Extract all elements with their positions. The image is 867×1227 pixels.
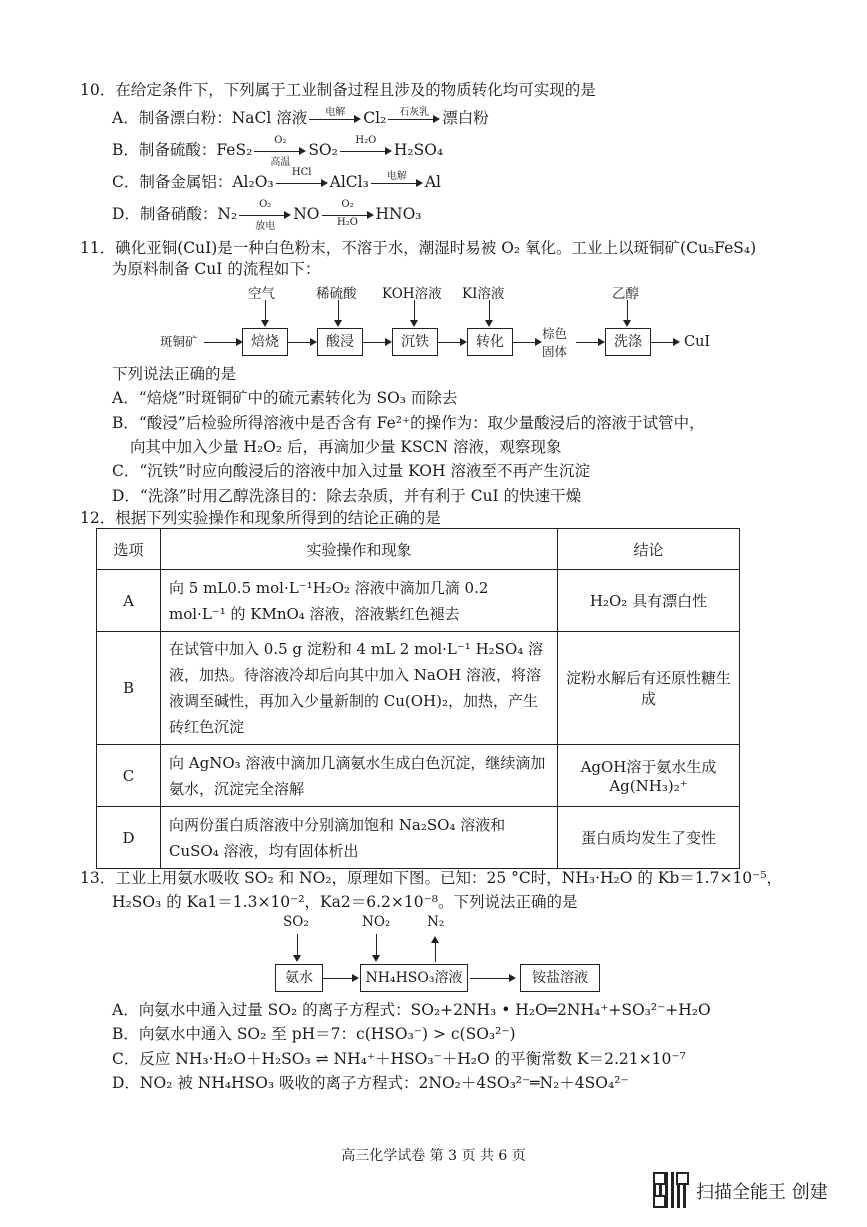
row-option: A — [97, 570, 161, 632]
flow-input-5: 乙醇 — [612, 286, 639, 302]
diagram-box-ammonium-salt: 铵盐溶液 — [520, 964, 600, 992]
q11-option-d: D．“洗涤”时用乙醇洗涤目的：除去杂质，并有利于 CuI 的快速干燥 — [112, 487, 582, 505]
row-option: B — [97, 632, 161, 745]
q13-option-d: D．NO₂ 被 NH₄HSO₃ 吸收的离子方程式：2NO₂＋4SO₃²⁻═N₂＋4SO₄²⁻ — [112, 1074, 629, 1092]
q10-d-end: HNO₃ — [375, 205, 422, 223]
flow-input-2: 稀硫酸 — [316, 286, 357, 302]
arrow-icon: 石灰乳 — [388, 109, 440, 129]
q10-option-a — [112, 106, 489, 129]
header-operation: 实验操作和现象 — [161, 529, 558, 570]
q13-stem-line1: 13．工业上用氨水吸收 SO₂ 和 NO₂，原理如下图。已知：25 °C时，NH₃·H₂O 的 Kb＝1.7×10⁻⁵， — [80, 869, 783, 887]
page-footer: 高三化学试卷 第 3 页 共 6 页 — [341, 1148, 526, 1164]
flow-mid-1: 棕色 — [542, 326, 568, 341]
q11-ask: 下列说法正确的是 — [112, 365, 237, 383]
row-option: D — [97, 807, 161, 869]
q11-option-b-line1: B．“酸浸”后检验所得溶液中是否含有 Fe²⁺的操作为：取少量酸浸后的溶液于试管中， — [112, 414, 705, 432]
table-row — [97, 807, 740, 869]
flow-input-1: 空气 — [248, 286, 275, 302]
diagram-box-ammonia: 氨水 — [275, 964, 323, 992]
q10-a-prefix: A．制备漂白粉：NaCl 溶液 — [112, 109, 308, 127]
arrow-icon: O₂ 放电 — [239, 205, 291, 225]
q11-stem-line1: 11．碘化亚铜(CuI)是一种白色粉末，不溶于水，潮湿时易被 O₂ 氧化。工业上以斑铜矿(Cu₅FeS₄) — [80, 239, 757, 257]
flow-step-1: 焙烧 — [242, 328, 288, 356]
row-conclusion: 淀粉水解后有还原性糖生成 — [558, 632, 740, 745]
q11-option-b-line2: 向其中加入少量 H₂O₂ 后，再滴加少量 KSCN 溶液，观察现象 — [130, 438, 562, 456]
flow-step-5: 洗涤 — [605, 328, 651, 356]
flow-end: CuI — [684, 334, 711, 350]
header-conclusion: 结论 — [558, 529, 740, 570]
table-row — [97, 632, 740, 745]
diagram-in-no2: NO₂ — [362, 914, 391, 930]
q12-stem: 12．根据下列实验操作和现象所得到的结论正确的是 — [80, 509, 441, 527]
q10-b-end: H₂SO₄ — [393, 141, 444, 159]
q13-option-a: A．向氨水中通入过量 SO₂ 的离子方程式：SO₂+2NH₃ • H₂O═2NH₄⁺+SO₃²⁻+H₂O — [112, 1001, 711, 1019]
table-header-row — [97, 529, 740, 570]
q10-option-d — [112, 199, 422, 232]
arrow-icon: 电解 — [309, 109, 361, 129]
flow-step-3: 沉铁 — [392, 328, 438, 356]
q11-stem-line2: 为原料制备 CuI 的流程如下： — [112, 260, 321, 278]
q10-c-prefix: C．制备金属铝：Al₂O₃ — [112, 173, 274, 191]
q10-b-prefix: B．制备硫酸：FeS₂ — [112, 141, 253, 159]
scanner-watermark: 扫描全能王 创建 — [696, 1182, 828, 1203]
diagram-in-so2: SO₂ — [283, 914, 309, 930]
row-operation: 在试管中加入 0.5 g 淀粉和 4 mL 2 mol·L⁻¹ H₂SO₄ 溶液，加热。待溶液冷却后向其中加入 NaOH 溶液，将溶液调至碱性，再加入少量新制的 Cu(OH)₂，加热，产生砖红色沉淀 — [161, 632, 558, 745]
table-row — [97, 570, 740, 632]
arrow-icon: HCl — [276, 173, 328, 193]
arrow-icon: 电解 — [371, 173, 423, 193]
qr-code-icon — [653, 1172, 689, 1208]
q11-option-a: A．“焙烧”时斑铜矿中的硫元素转化为 SO₃ 而除去 — [112, 389, 458, 407]
flow-start: 斑铜矿 — [160, 334, 198, 349]
q10-c-mid: AlCl₃ — [329, 173, 369, 191]
table-row — [97, 745, 740, 807]
q10-d-prefix: D．制备硝酸：N₂ — [112, 205, 238, 223]
row-operation: 向两份蛋白质溶液中分别滴加饱和 Na₂SO₄ 溶液和 CuSO₄ 溶液，均有固体析出 — [161, 807, 558, 869]
row-conclusion: AgOH溶于氨水生成 Ag(NH₃)₂⁺ — [558, 745, 740, 807]
flow-step-4: 转化 — [467, 328, 513, 356]
header-option: 选项 — [97, 529, 161, 570]
q11-option-c: C．“沉铁”时应向酸浸后的溶液中加入过量 KOH 溶液至不再产生沉淀 — [112, 462, 590, 480]
q10-option-c — [112, 167, 441, 193]
arrow-icon: H₂O — [340, 141, 392, 161]
q10-d-mid: NO — [293, 205, 320, 223]
q13-option-c: C．反应 NH₃·H₂O＋H₂SO₃ ⇌ NH₄⁺＋HSO₃⁻＋H₂O 的平衡常数 K＝2.21×10⁻⁷ — [112, 1050, 686, 1068]
q10-option-b — [112, 135, 444, 168]
q10-c-end: Al — [424, 173, 441, 191]
q13-option-b: B．向氨水中通入 SO₂ 至 pH＝7：c(HSO₃⁻) > c(SO₃²⁻) — [112, 1025, 516, 1043]
diagram-box-nh4hso3: NH₄HSO₃溶液 — [360, 964, 468, 992]
row-operation: 向 5 mL0.5 mol·L⁻¹H₂O₂ 溶液中滴加几滴 0.2 mol·L⁻¹ 的 KMnO₄ 溶液，溶液紫红色褪去 — [161, 570, 558, 632]
q10-a-mid: Cl₂ — [363, 109, 387, 127]
q13-stem-line2: H₂SO₃ 的 Ka1＝1.3×10⁻²，Ka2＝6.2×10⁻⁸。下列说法正确的是 — [112, 893, 578, 911]
arrow-icon: O₂ 高温 — [254, 141, 306, 161]
diagram-out-n2: N₂ — [427, 914, 445, 930]
q10-b-mid: SO₂ — [308, 141, 338, 159]
row-option: C — [97, 745, 161, 807]
arrow-icon: $\frac{\text{O₂}}{\text{H₂O}}$ — [322, 205, 374, 225]
flow-step-2: 酸浸 — [317, 328, 363, 356]
q10-stem: 10．在给定条件下，下列属于工业制备过程且涉及的物质转化均可实现的是 — [80, 81, 596, 99]
q12-table — [96, 528, 740, 869]
flow-mid-2: 固体 — [542, 344, 568, 359]
row-conclusion: 蛋白质均发生了变性 — [558, 807, 740, 869]
flow-input-3: KOH溶液 — [382, 286, 442, 302]
flow-input-4: KI溶液 — [462, 286, 505, 302]
q10-a-end: 漂白粉 — [442, 109, 489, 127]
row-operation: 向 AgNO₃ 溶液中滴加几滴氨水生成白色沉淀，继续滴加氨水，沉淀完全溶解 — [161, 745, 558, 807]
row-conclusion: H₂O₂ 具有漂白性 — [558, 570, 740, 632]
